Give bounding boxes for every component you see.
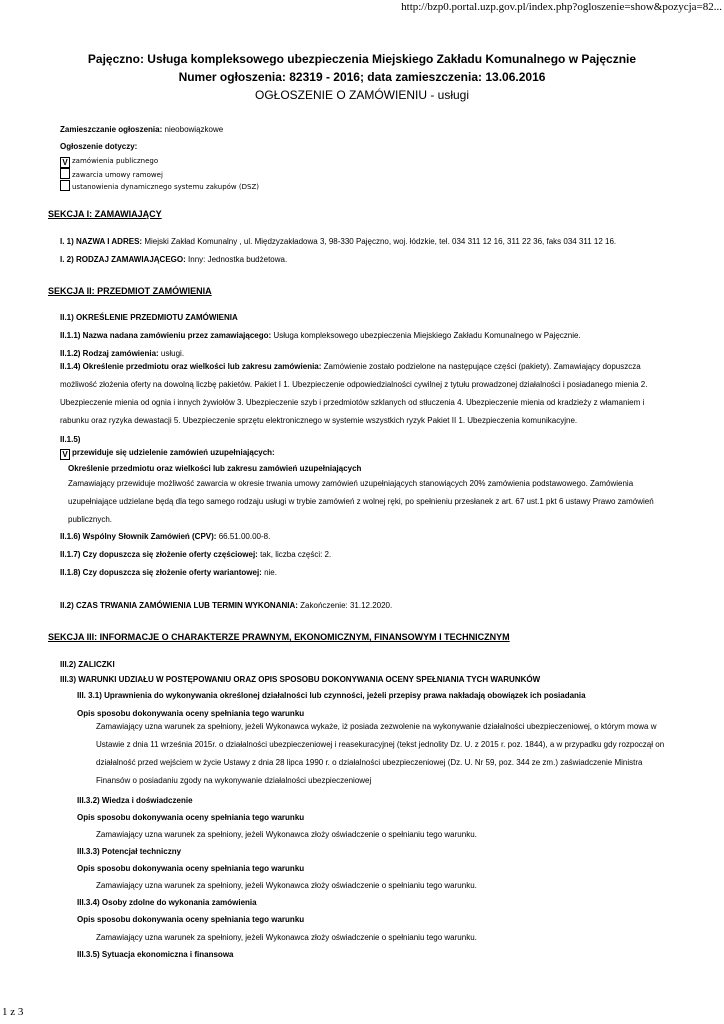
section-2-heading: SEKCJA II: PRZEDMIOT ZAMÓWIENIA (48, 286, 212, 296)
assessment-heading: Opis sposobu dokonywania oceny spełniania tego warunku (77, 864, 305, 873)
assessment-heading: Opis sposobu dokonywania oceny spełniania tego warunku (77, 813, 305, 822)
checkbox-dynamic-system (60, 180, 70, 191)
advances-heading: III.2) ZALICZKI (60, 660, 115, 669)
personnel-heading: III.3.4) Osoby zdolne do wykonania zamówienia (77, 898, 257, 907)
contracting-authority-type: I. 2) RODZAJ ZAMAWIAJĄCEGO: Inny: Jednostka budżetowa. (60, 255, 288, 264)
variant-offers: II.1.8) Czy dopuszcza się złożenie oferty wariantowej: nie. (60, 568, 277, 577)
option-label: ustanowienia dynamicznego systemu zakupów (DSZ) (72, 183, 259, 191)
option-label: zawarcia umowy ramowej (72, 171, 163, 179)
notice-number: Numer ogłoszenia: 82319 - 2016; data zamieszczenia: 13.06.2016 (178, 70, 546, 84)
checkbox-supplementary-orders: V (60, 449, 70, 460)
supplementary-label: II.1.5) (60, 435, 81, 444)
placement-label: Zamieszczanie ogłoszenia: (60, 125, 163, 134)
section-1-heading: SEKCJA I: ZAMAWIAJĄCY (48, 209, 162, 219)
checkbox-public-procurement: V (60, 157, 70, 168)
assessment-heading: Opis sposobu dokonywania oceny spełniania tego warunku (77, 709, 305, 718)
concerns-label: Ogłoszenie dotyczy: (60, 142, 138, 151)
option-label: zamówienia publicznego (72, 157, 159, 165)
qualifications-text: Zamawiający uzna warunek za spełniony, jeżeli Wykonawca wykaże, iż posiada zezwolenie na wykonywanie działalności ubezpieczeniowej, o którym mowa w Ustawie z dnia 11 września 2015r. o działalności ubezpieczeniowej i reasekuracyjnej (tekst jednolity Dz. U. z 2015 r. poz. 1844), a w przypadku gdy rozpoczął on działalność przed wejściem w życie Ustawy z dnia 28 lipca 1990 r. o działalności ubezpieczeniowej (Dz. U. Nr 59, poz. 344 ze zm.) zaświadczenie Ministra Finansów o posiadaniu zgody na wykonywanie działalności ubezpieczeniowej (96, 722, 665, 785)
qualifications-heading: III. 3.1) Uprawnienia do wykonywania określonej działalności lub czynności, jeżeli przepisy prawa nakładają obowiązek ich posiadania (77, 691, 586, 700)
contracting-authority-address: I. 1) NAZWA I ADRES: Miejski Zakład Komunalny , ul. Międzyzakładowa 3, 98-330 Pajęczno, woj. łódzkie, tel. 034 311 12 16, 311 22 36, faks 034 311 12 16. (60, 237, 617, 246)
personnel-text: Zamawiający uzna warunek za spełniony, jeżeli Wykonawca złoży oświadczenie o spełnianiu tego warunku. (96, 933, 477, 942)
participation-conditions-heading: III.3) WARUNKI UDZIAŁU W POSTĘPOWANIU ORAZ OPIS SPOSOBU DOKONYWANIA OCENY SPEŁNIANIA TYCH WARUNKÓW (60, 675, 541, 684)
placement-row (60, 125, 223, 135)
notice-title: Pajęczno: Usługa kompleksowego ubezpieczenia Miejskiego Zakładu Komunalnego w Pajęcznie (87, 52, 637, 66)
technical-potential-heading: III.3.3) Potencjał techniczny (77, 847, 182, 856)
supplementary-orders: V przewiduje się udzielenie zamówień uzupełniających: (60, 448, 275, 460)
checkbox-framework-agreement (60, 168, 70, 179)
contract-duration: II.2) CZAS TRWANIA ZAMÓWIENIA LUB TERMIN WYKONANIA: Zakończenie: 31.12.2020. (60, 601, 393, 610)
notice-type: OGŁOSZENIE O ZAMÓWIENIU - usługi (254, 88, 470, 102)
contract-name: II.1.1) Nazwa nadana zamówieniu przez zamawiającego: Usługa kompleksowego ubezpieczenia Miejskiego Zakładu Komunalnego w Pajęcznie. (60, 331, 581, 340)
contract-scope: II.1.4) Określenie przedmiotu oraz wielkości lub zakresu zamówienia: Zamówienie zostało podzielone na następujące części (pakiety). Zamawiający dopuszcza możliwość złożenia oferty na dowolną liczbę pakietów. Pakiet I 1. Ubezpieczenie odpowiedzialności cywilnej z tytułu prowadzonej działalności i posiadanego mienia 2. Ubezpieczenie mienia od ognia i innych żywiołów 3. Ubezpieczenie szyb i przedmiotów szklanych od stłuczenia 4. Ubezpieczenie mienia od kradzieży z włamaniem i rabunku oraz ryzyka dewastacji 5. Ubezpieczenie sprzętu elektronicznego w systemie wszystkich ryzyk Pakiet II 1. Ubezpieczenia komunikacyjne. (60, 362, 648, 425)
contract-kind: II.1.2) Rodzaj zamówienia: usługi. (60, 349, 185, 358)
technical-potential-text: Zamawiający uzna warunek za spełniony, jeżeli Wykonawca złoży oświadczenie o spełnianiu tego warunku. (96, 881, 477, 890)
supplementary-subject-text: Zamawiający przewiduje możliwość zawarcia w okresie trwania umowy zamówień uzupełniających stanowiących 20% zamówienia podstawowego. Zamówienia uzupełniające udzielane będą dla tego samego rodzaju usługi w trybie zamówień z wolnej ręki, po spełnieniu przesłanek z art. 67 ust.1 pkt 6 ustawy Prawo zamówień publicznych. (68, 479, 654, 524)
knowledge-experience-text: Zamawiający uzna warunek za spełniony, jeżeli Wykonawca złoży oświadczenie o spełnianiu tego warunku. (96, 830, 477, 839)
partial-offers: II.1.7) Czy dopuszcza się złożenie oferty częściowej: tak, liczba części: 2. (60, 550, 332, 559)
assessment-heading: Opis sposobu dokonywania oceny spełniania tego warunku (77, 915, 305, 924)
subject-definition-heading: II.1) OKREŚLENIE PRZEDMIOTU ZAMÓWIENIA (60, 313, 238, 322)
option-framework-agreement (60, 168, 163, 180)
option-dynamic-system (60, 180, 259, 192)
supplementary-subject-heading: Określenie przedmiotu oraz wielkości lub zakresu zamówień uzupełniających (68, 464, 362, 473)
section-3-heading: SEKCJA III: INFORMACJE O CHARAKTERZE PRAWNYM, EKONOMICZNYM, FINANSOWYM I TECHNICZNYM (48, 632, 510, 642)
page-number: 1 z 3 (2, 1006, 24, 1018)
page-url: http://bzp0.portal.uzp.gov.pl/index.php?ogloszenie=show&pozycja=82... (401, 1, 722, 13)
placement-value: nieobowiązkowe (164, 125, 224, 134)
cpv-code: II.1.6) Wspólny Słownik Zamówień (CPV): 66.51.00.00-8. (60, 532, 271, 541)
knowledge-experience-heading: III.3.2) Wiedza i doświadczenie (77, 796, 193, 805)
financial-situation-heading: III.3.5) Sytuacja ekonomiczna i finansowa (77, 950, 234, 959)
option-public-procurement (60, 156, 158, 168)
